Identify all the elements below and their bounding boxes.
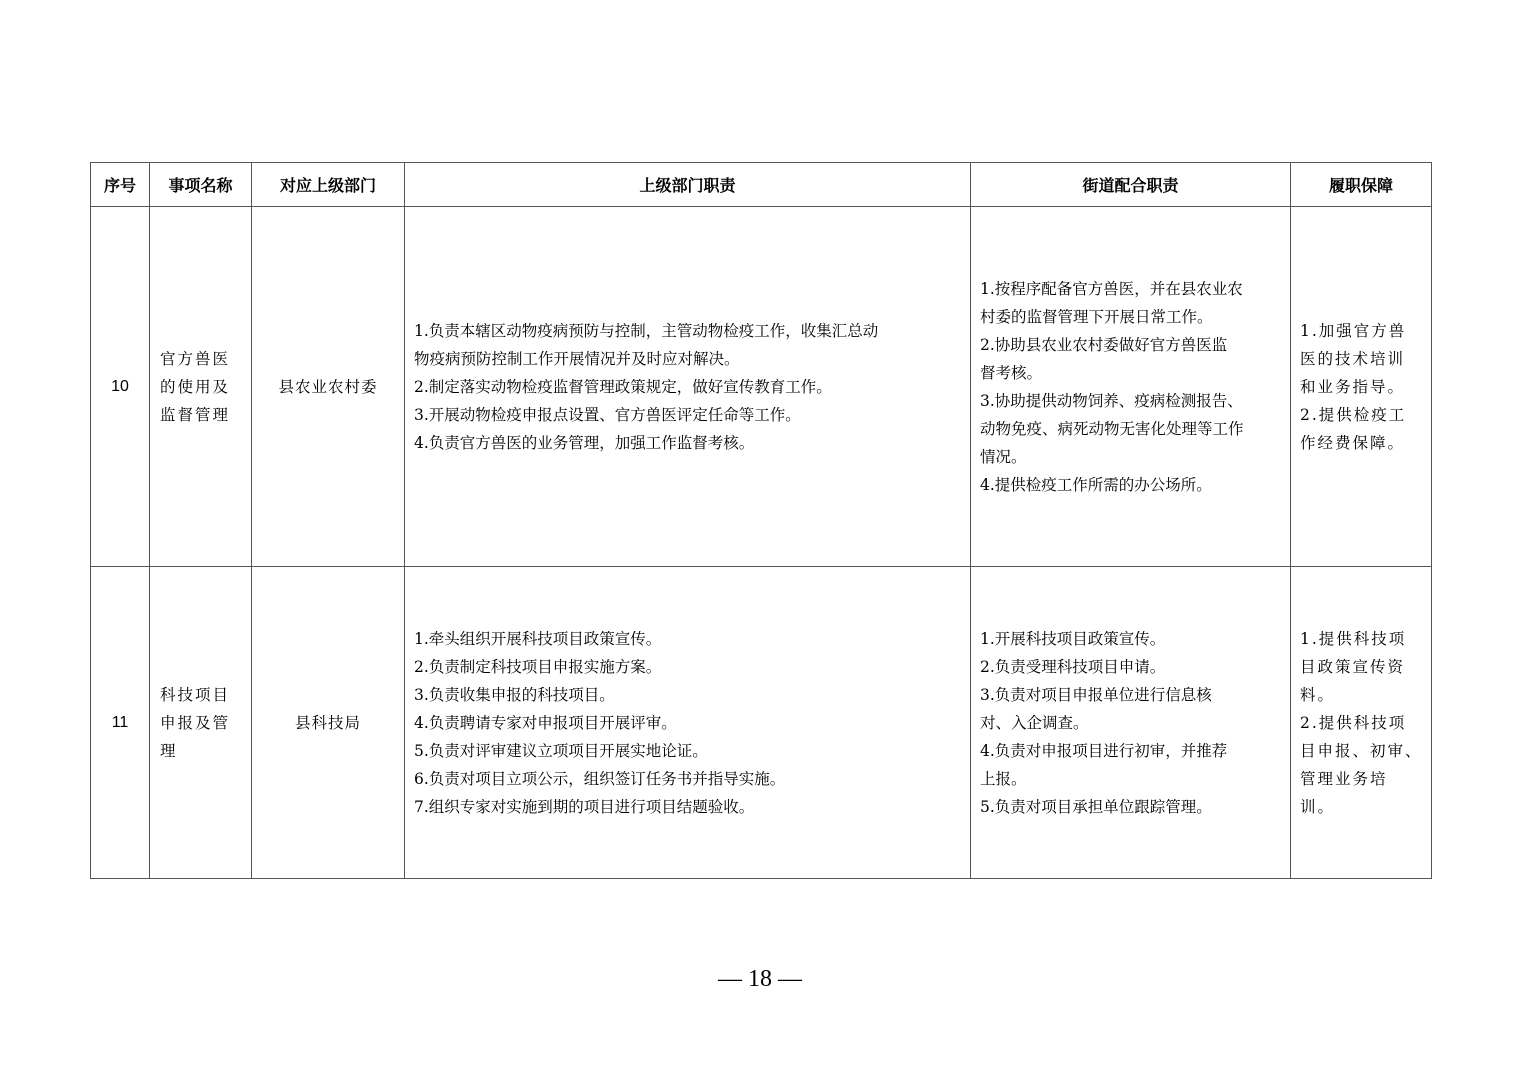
- item-name-cell: [150, 567, 252, 879]
- guarantee-line: 和业务指导。: [1300, 377, 1406, 396]
- duty-line: 3.开展动物检疫申报点设置、官方兽医评定任命等工作。: [414, 405, 801, 424]
- coop-line: 5.负责对项目承担单位跟踪管理。: [980, 797, 1212, 816]
- header-no: 序号: [91, 163, 150, 207]
- header-superior-duties: 上级部门职责: [405, 163, 971, 207]
- guarantee-cell: [1291, 567, 1432, 879]
- duty-line: 6.负责对项目立项公示，组织签订任务书并指导实施。: [414, 769, 786, 788]
- row-number: 10: [91, 207, 150, 567]
- coop-line: 1.按程序配备官方兽医，并在县农业农: [980, 279, 1243, 298]
- superior-dept-cell: 县科技局: [252, 567, 405, 879]
- item-name-cell: [150, 207, 252, 567]
- coop-line: 村委的监督管理下开展日常工作。: [980, 307, 1213, 326]
- guarantee-line: 1.加强官方兽: [1300, 321, 1407, 340]
- header-superior-dept: 对应上级部门: [252, 163, 405, 207]
- guarantee-cell: [1291, 207, 1432, 567]
- item-name-line: 监督管理: [160, 405, 231, 424]
- guarantee-line: 2.提供检疫工: [1300, 405, 1407, 424]
- coop-line: 上报。: [980, 769, 1027, 788]
- header-guarantee: 履职保障: [1291, 163, 1432, 207]
- item-name-line: 的使用及: [160, 377, 231, 396]
- guarantee-line: 医的技术培训: [1300, 349, 1406, 368]
- responsibility-table: [90, 162, 1432, 879]
- item-name-line: 科技项目: [160, 685, 231, 704]
- duty-line: 4.负责聘请专家对申报项目开展评审。: [414, 713, 677, 732]
- item-name-line: 申报及管: [160, 713, 231, 732]
- duty-line: 7.组织专家对实施到期的项目进行项目结题验收。: [414, 797, 755, 816]
- street-duties-cell: [971, 567, 1291, 879]
- superior-dept-cell: 县农业农村委: [252, 207, 405, 567]
- coop-line: 3.负责对项目申报单位进行信息核: [980, 685, 1212, 704]
- guarantee-line: 目政策宣传资: [1300, 657, 1406, 676]
- coop-line: 情况。: [980, 447, 1027, 466]
- coop-line: 2.协助县农业农村委做好官方兽医监: [980, 335, 1228, 354]
- coop-line: 督考核。: [980, 363, 1043, 382]
- coop-line: 2.负责受理科技项目申请。: [980, 657, 1166, 676]
- coop-line: 4.负责对申报项目进行初审，并推荐: [980, 741, 1228, 760]
- duty-line: 2.制定落实动物检疫监督管理政策规定，做好宣传教育工作。: [414, 377, 832, 396]
- coop-line: 4.提供检疫工作所需的办公场所。: [980, 475, 1212, 494]
- header-row: [91, 163, 1432, 207]
- duty-line: 1.牵头组织开展科技项目政策宣传。: [414, 629, 662, 648]
- table-row: [91, 207, 1432, 567]
- superior-duties-cell: [405, 207, 971, 567]
- guarantee-line: 2.提供科技项: [1300, 713, 1407, 732]
- duty-line: 4.负责官方兽医的业务管理，加强工作监督考核。: [414, 433, 755, 452]
- item-name-line: 官方兽医: [160, 349, 231, 368]
- guarantee-line: 料。: [1300, 685, 1336, 704]
- duty-line: 1.负责本辖区动物疫病预防与控制，主管动物检疫工作，收集汇总动: [414, 321, 879, 340]
- table-row: [91, 567, 1432, 879]
- item-name-line: 理: [160, 741, 178, 760]
- coop-line: 1.开展科技项目政策宣传。: [980, 629, 1166, 648]
- duty-line: 3.负责收集申报的科技项目。: [414, 685, 615, 704]
- guarantee-line: 作经费保障。: [1300, 433, 1406, 452]
- duty-line: 物疫病预防控制工作开展情况并及时应对解决。: [414, 349, 740, 368]
- street-duties-cell: [971, 207, 1291, 567]
- duty-line: 5.负责对评审建议立项项目开展实地论证。: [414, 741, 708, 760]
- coop-line: 3.协助提供动物饲养、疫病检测报告、: [980, 391, 1243, 410]
- guarantee-line: 目申报、初审、: [1300, 741, 1423, 760]
- duty-line: 2.负责制定科技项目申报实施方案。: [414, 657, 662, 676]
- row-number: 11: [91, 567, 150, 879]
- guarantee-line: 训。: [1300, 797, 1336, 816]
- guarantee-line: 管理业务培: [1300, 769, 1388, 788]
- header-item-name: 事项名称: [150, 163, 252, 207]
- coop-line: 对、入企调查。: [980, 713, 1089, 732]
- coop-line: 动物免疫、病死动物无害化处理等工作: [980, 419, 1244, 438]
- header-street-duties: 街道配合职责: [971, 163, 1291, 207]
- guarantee-line: 1.提供科技项: [1300, 629, 1407, 648]
- page-number: — 18 —: [718, 966, 802, 992]
- superior-duties-cell: [405, 567, 971, 879]
